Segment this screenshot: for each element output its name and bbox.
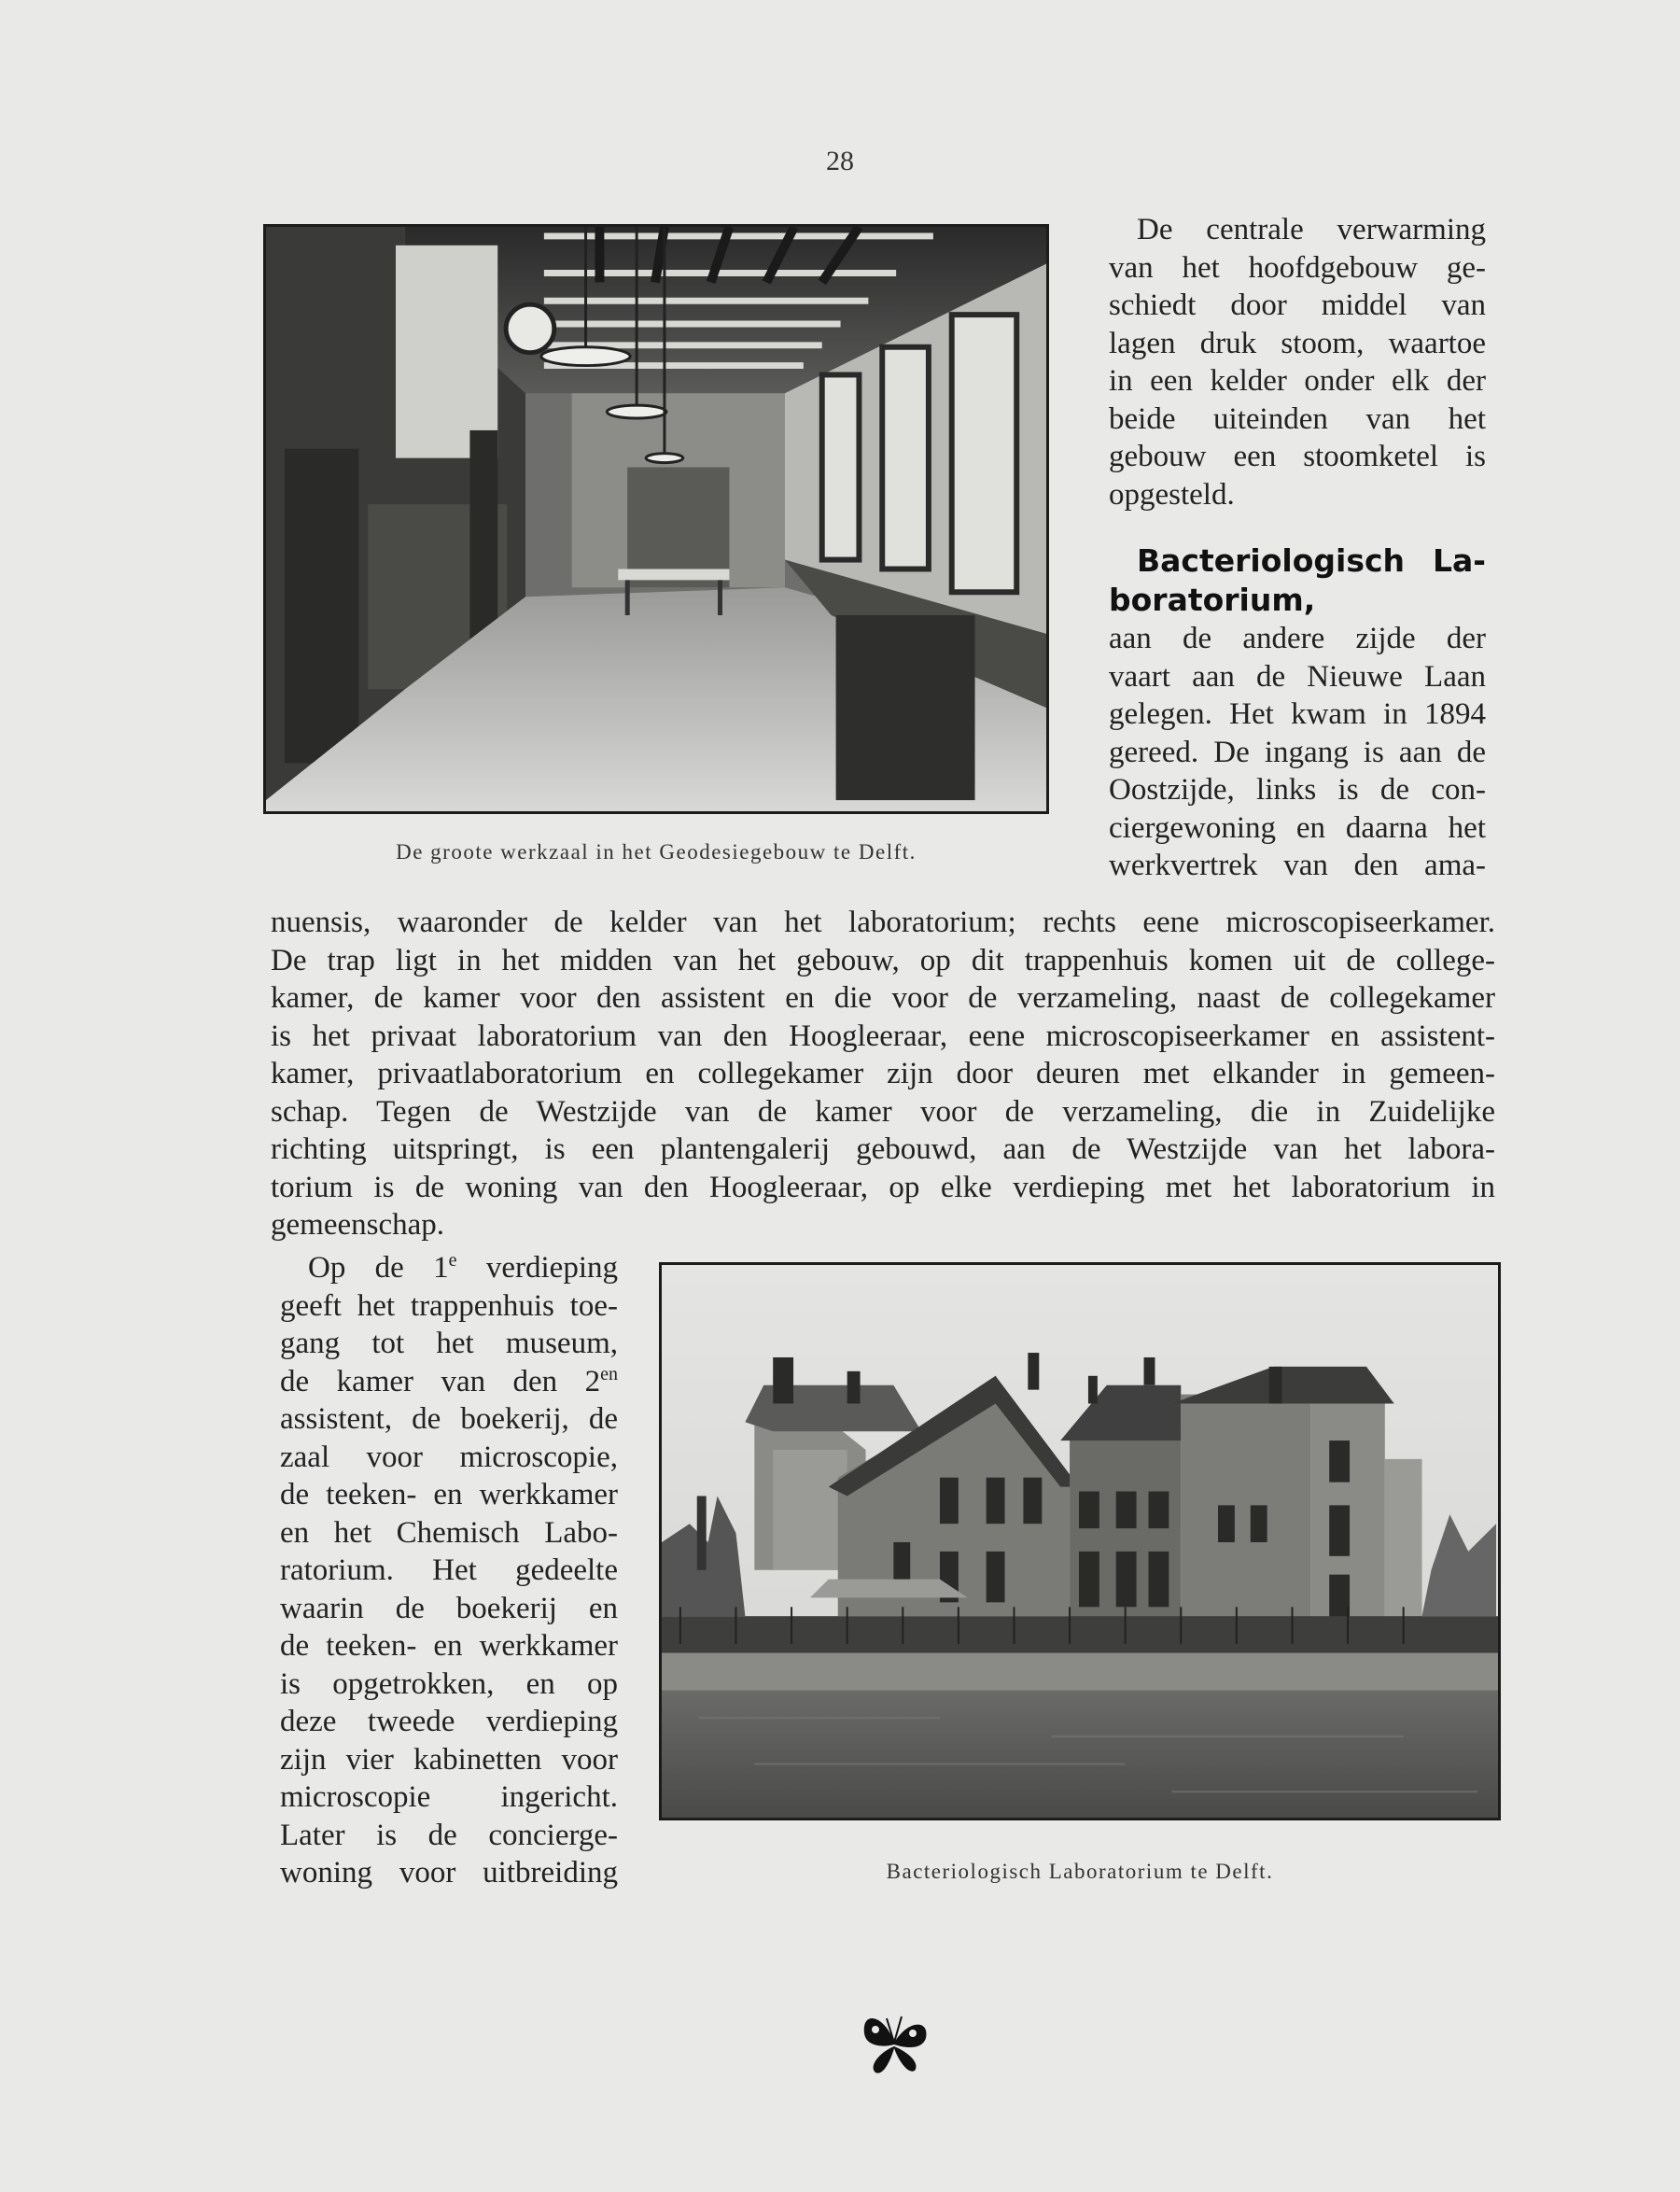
text-line: vaart aan de Nieuwe Laan [1109,659,1486,694]
left-column-text [280,1249,618,1892]
text-line: gemeenschap. [271,1208,444,1242]
text-line: Op de 1e verdieping [308,1250,618,1285]
text-line: werkvertrek van den ama- [1109,849,1486,882]
text-line: aan de andere zijde der [1109,622,1486,655]
text-line: Oostzijde, links is de con- [1109,773,1486,807]
text-line: woning voor uitbreiding [280,1856,618,1890]
text-line: in een kelder onder elk der [1109,364,1486,398]
text-line: torium is de woning van den Hoogleeraar, op elke verdieping met het laboratorium in [271,1170,1495,1204]
text-line: van het hoofdgebouw ge- [1109,250,1486,285]
text-line: en het Chemisch Labo- [280,1515,618,1550]
text-line: assistent, de boekerij, de [280,1402,618,1436]
butterfly-icon [857,2005,931,2080]
text-line: richting uitspringt, is een plantengalerij gebouwd, aan de Westzijde van het labora- [271,1132,1495,1166]
text-line: de teeken- en werkkamer [280,1629,618,1663]
text-line: ciergewoning en daarna het [1109,810,1486,845]
text-line: deze tweede verdieping [280,1705,618,1738]
text-line: is opgetrokken, en op [280,1666,618,1701]
text-line: gebouw een stoomketel is [1109,440,1486,473]
section-heading: Bacteriologisch La- [1137,542,1486,579]
text-line: gang tot het museum, [280,1327,618,1360]
section-heading: boratorium, [1109,582,1316,618]
text-line: beide uiteinden van het [1109,401,1486,436]
text-line: gereed. De ingang is aan de [1109,735,1486,769]
text-line: de teeken- en werkkamer [280,1478,618,1511]
text-line: De centrale verwarming [1137,213,1486,246]
text-line: kamer, privaatlaboratorium en collegekamer zijn door deuren met elkander in gemeen- [271,1057,1495,1090]
geodesie-hall-photo [263,224,1049,814]
text-line: geeft het trappenhuis toe- [280,1288,618,1323]
text-line: gelegen. Het kwam in 1894 [1109,697,1486,731]
text-line: waarin de boekerij en [280,1591,618,1625]
geodesie-photo-caption: De groote werkzaal in het Geodesiegebouw te Delft. [396,840,917,864]
text-line: zijn vier kabinetten voor [280,1742,618,1777]
text-line: schap. Tegen de Westzijde van de kamer voor de verzameling, die in Zuidelijke [271,1094,1495,1129]
text-line: nuensis, waaronder de kelder van het laboratorium; rechts eene microscopiseerkamer. [271,906,1495,939]
text-line: zaal voor microscopie, [280,1440,618,1474]
bacterio-photo-caption: Bacteriologisch Laboratorium te Delft. [886,1860,1274,1883]
right-column-text [1109,211,1486,885]
bacterio-laboratory-photo [659,1262,1501,1820]
text-line: de kamer van den $2^{en}$ [280,1363,618,1398]
page-number: 28 [826,146,854,176]
text-line: lagen druk stoom, waartoe [1109,326,1486,360]
text-line: ratorium. Het gedeelte [280,1553,618,1587]
text-line: is het privaat laboratorium van den Hoogleeraar, eene microscopiseerkamer en assistent- [271,1019,1495,1053]
text-line: kamer, de kamer voor den assistent en die voor de verzameling, naast de collegekamer [271,981,1495,1015]
text-line: Later is de concierge- [280,1818,618,1852]
text-line: microscopie ingericht. [280,1780,618,1814]
full-width-text [271,904,1495,1244]
text-line: schiedt door middel van [1109,288,1486,322]
text-line: De trap ligt in het midden van het gebouw, op dit trappenhuis komen uit de college- [271,943,1495,977]
text-line: opgesteld. [1109,477,1235,512]
